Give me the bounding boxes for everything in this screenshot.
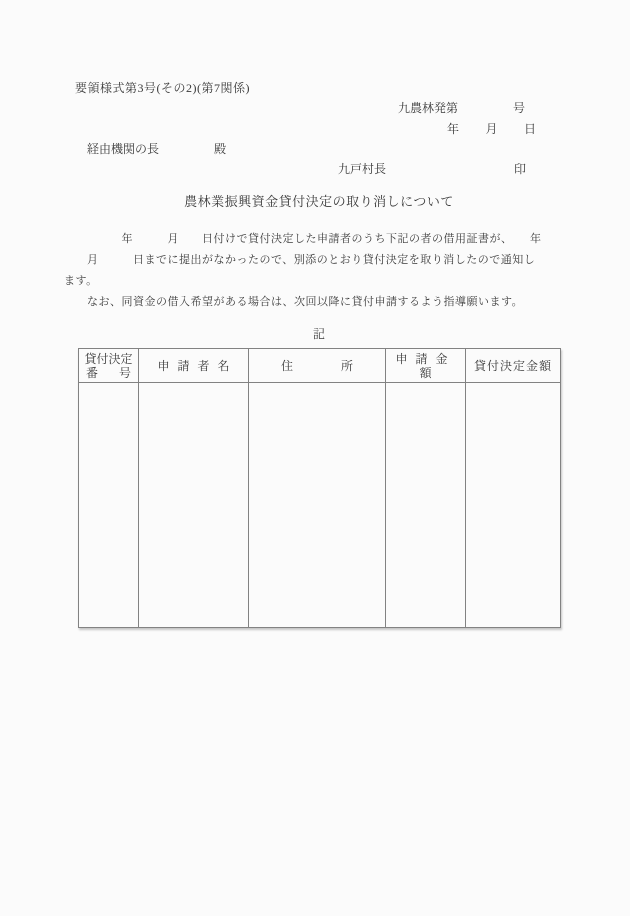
document-number-suffix: 号 — [512, 101, 525, 115]
recipient-line — [87, 140, 226, 157]
date-month-label: 月 — [485, 122, 498, 136]
table-row — [79, 383, 561, 628]
body-paragraph — [64, 229, 542, 313]
body-line-3: ます。 — [64, 275, 98, 287]
date-line — [447, 120, 536, 137]
header-decided-amount: 貸付決定金額 — [466, 349, 561, 383]
cell-loan-number-empty — [79, 383, 139, 628]
document-number-line — [398, 99, 525, 116]
document-number-label: 九農林発第 — [398, 101, 459, 115]
cell-applicant-empty — [139, 383, 249, 628]
document-title: 農林業振興資金貸付決定の取り消しについて — [184, 194, 454, 209]
header-loan-decision-number-line2: 番 号 — [86, 365, 131, 380]
table-header-row — [79, 349, 561, 383]
recipient-name: 経由機関の長 — [87, 142, 160, 156]
header-loan-decision-number-line1: 貸付決定 — [84, 351, 133, 366]
cell-decided-amount-empty — [466, 383, 561, 628]
header-applied-amount: 申請金額 — [386, 349, 466, 383]
date-day-label: 日 — [523, 122, 536, 136]
header-address: 住 所 — [249, 349, 386, 383]
body-line-2: 月 日までに提出がなかったので、別添のとおり貸付決定を取り消したので通知し — [64, 254, 536, 266]
cell-applied-amount-empty — [386, 383, 466, 628]
form-reference: 要領様式第3号(その2)(第7関係) — [75, 81, 250, 95]
body-line-1: 年 月 日付けで貸付決定した申請者のうち下記の者の借用証書が、 年 — [64, 233, 542, 245]
section-marker: 記 — [312, 327, 325, 341]
loan-decision-table — [78, 348, 561, 628]
sender-name: 九戸村長 — [338, 162, 387, 176]
seal-placeholder: 印 — [513, 162, 526, 176]
header-loan-decision-number — [79, 349, 139, 383]
recipient-honorific: 殿 — [213, 142, 226, 156]
body-line-4: なお、同資金の借入希望がある場合は、次回以降に貸付申請するよう指導願います。 — [64, 296, 524, 308]
header-applicant-name: 申請者名 — [139, 349, 249, 383]
date-year-label: 年 — [447, 122, 460, 136]
sender-line — [338, 160, 526, 177]
cell-address-empty — [249, 383, 386, 628]
